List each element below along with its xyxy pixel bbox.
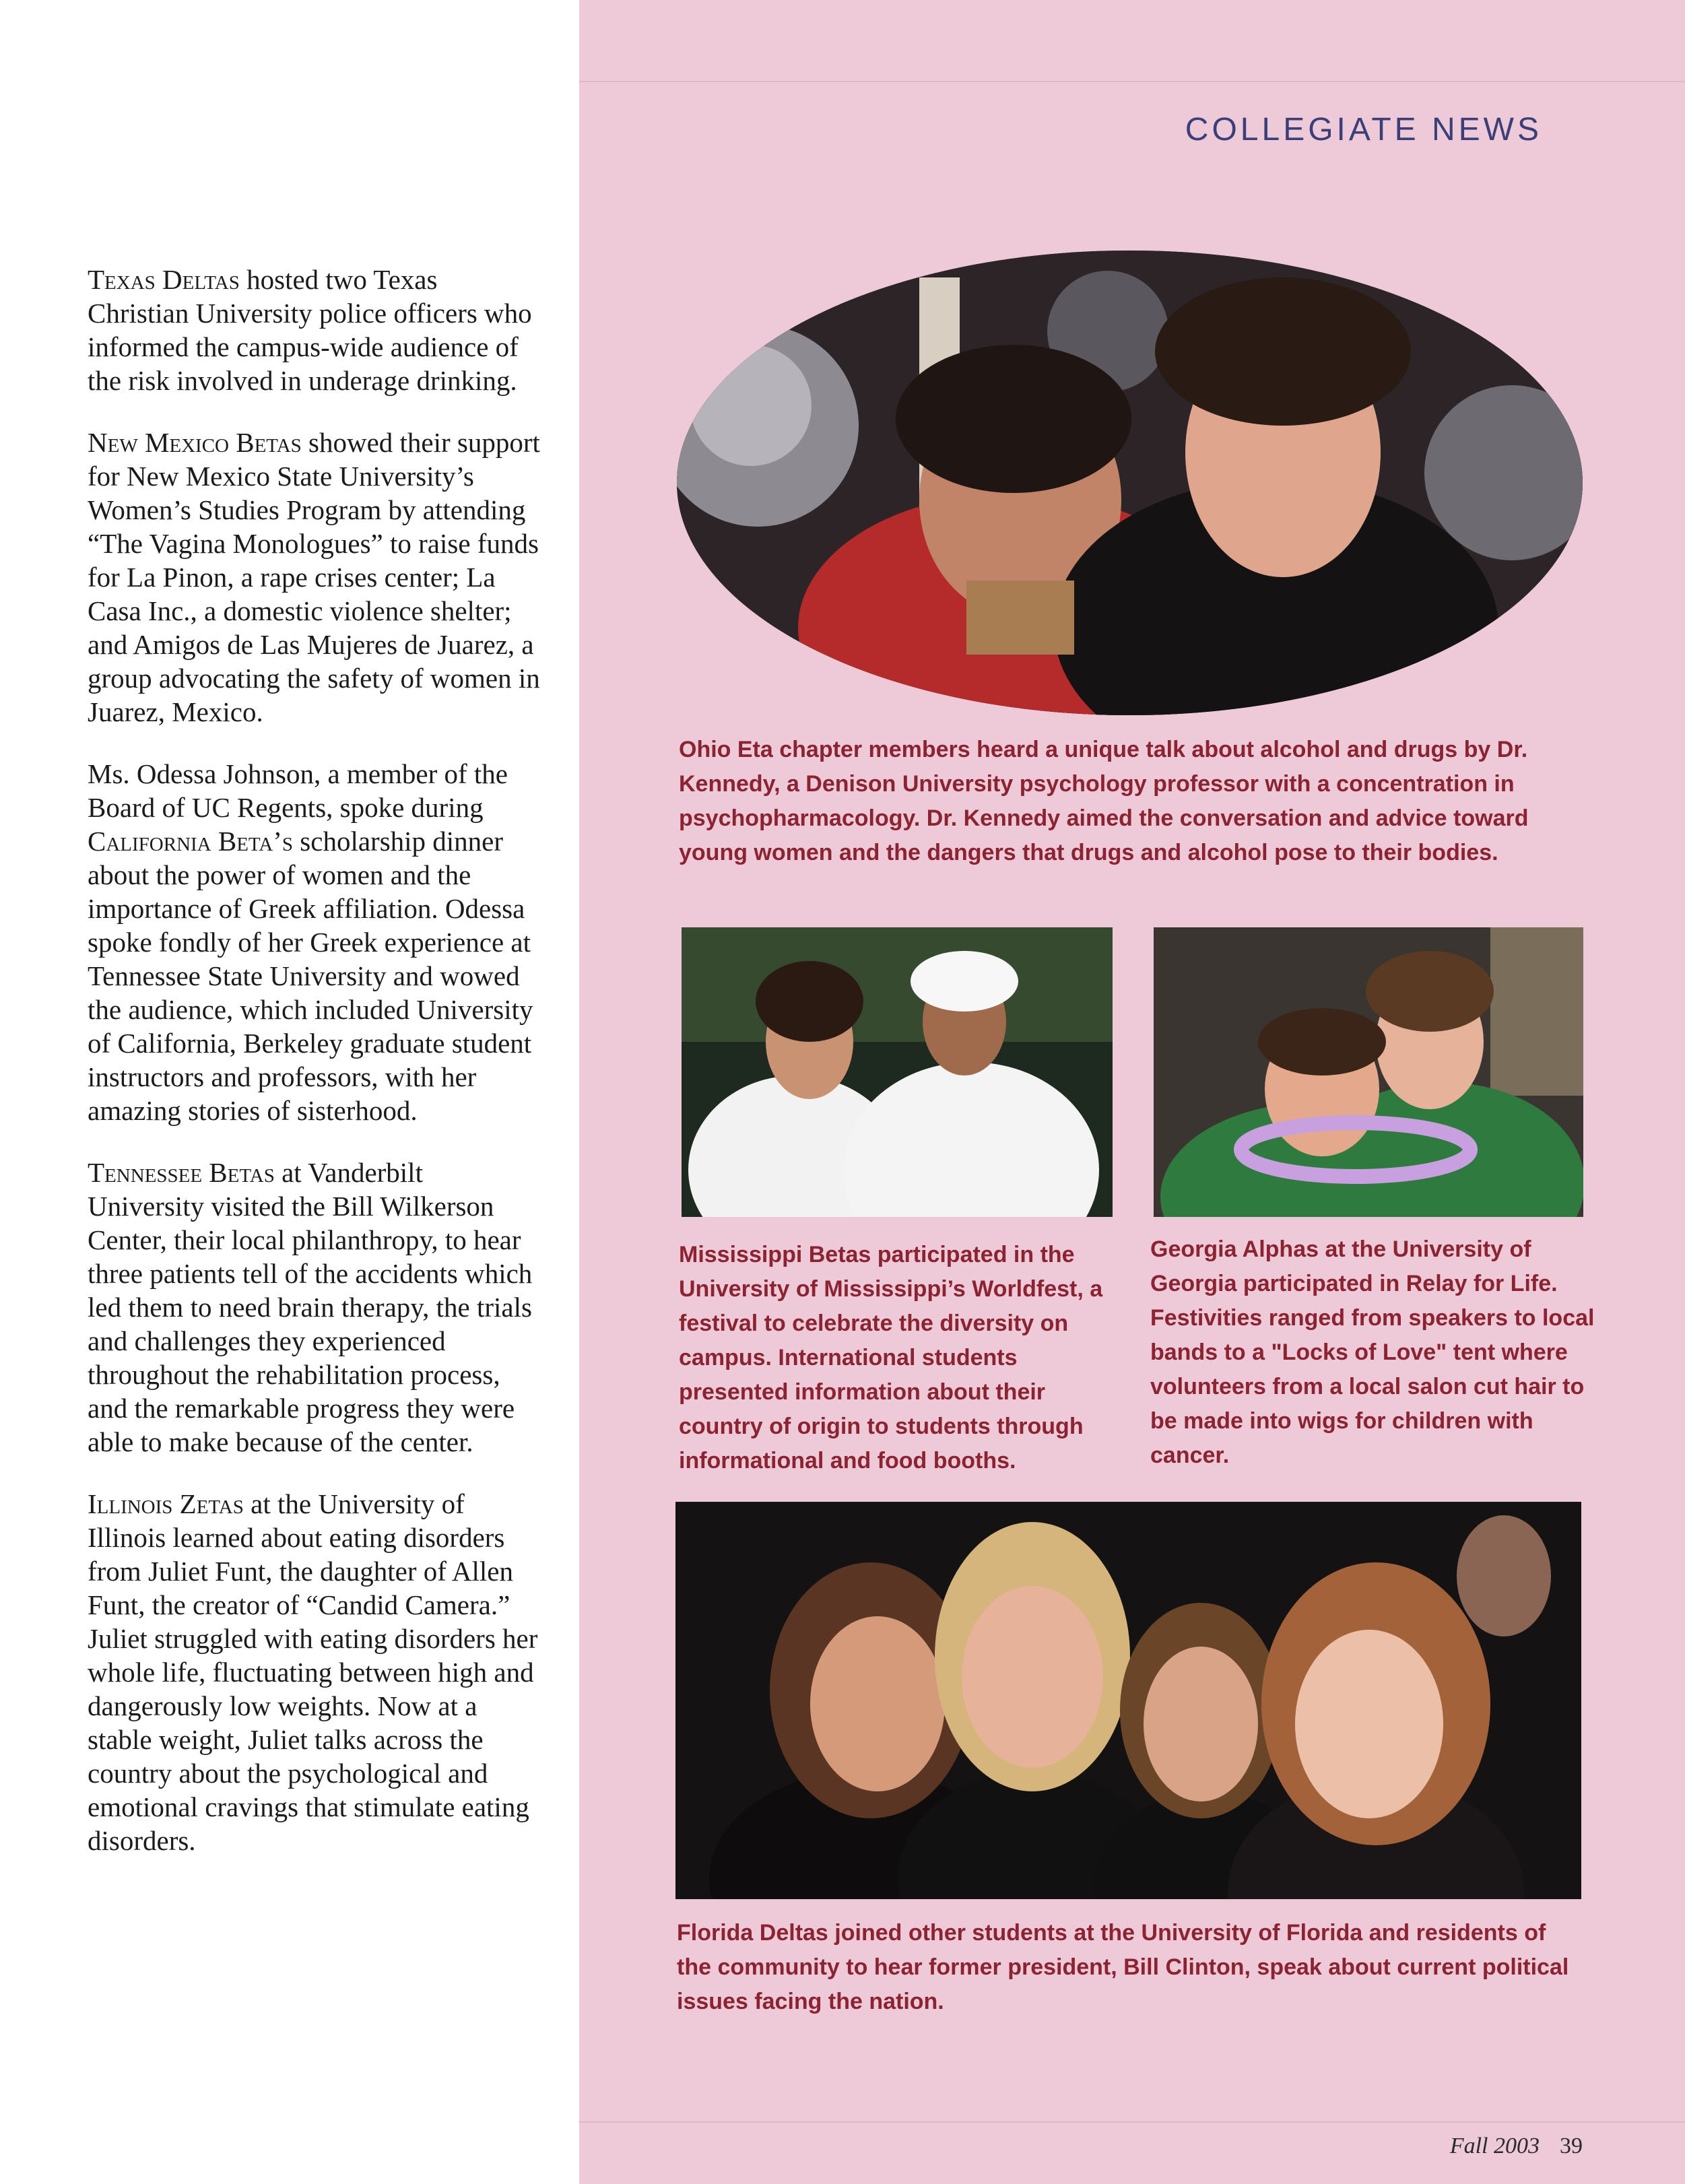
section-title: COLLEGIATE NEWS — [1185, 112, 1542, 147]
florida-deltas-photo — [675, 1502, 1581, 1899]
issue-label: Fall 2003 — [1449, 2133, 1540, 2158]
georgia-alphas-photo — [1154, 927, 1583, 1217]
ohio-eta-photo — [677, 251, 1583, 715]
chapter-name: New Mexico Betas — [88, 427, 302, 458]
article-new-mexico — [88, 426, 546, 729]
footer-rule — [579, 2121, 1685, 2123]
article-body: showed their support for New Mexico State University’s Women’s Studies Program by attending “The Vagina Monologues” to raise funds for La Pinon, a rape crises center; La Casa Inc., a domestic violence shelter; and Amigos de Las Mujeres de Juarez, a group advocating the safety of women in Juarez, Mexico. — [88, 427, 540, 727]
article-tennessee — [88, 1156, 546, 1459]
page-footer — [1360, 2133, 1583, 2159]
ohio-eta-caption: Ohio Eta chapter members heard a unique talk about alcohol and drugs by Dr. Kennedy, a Denison University psychology professor with a concentration in psychopharmacology. Dr. Kennedy aimed the conversation and advice toward young women and the dangers that drugs and alcohol pose to their bodies. — [679, 737, 1529, 865]
header-rule — [579, 81, 1685, 82]
article-texas — [88, 263, 546, 397]
chapter-name: Tennessee Betas — [88, 1157, 275, 1188]
article-illinois — [88, 1487, 546, 1857]
article-column — [88, 263, 546, 1886]
mississippi-betas-caption: Mississippi Betas participated in the University of Mississippi’s Worldfest, a festival to celebrate the diversity on campus. International students presented information about their country of origin to students through informational and food booths. — [679, 1242, 1103, 1474]
article-body: hosted two Texas Christian University police officers who informed the campus-wide audience of the risk involved in underage drinking. — [88, 264, 532, 396]
mississippi-betas-photo — [682, 927, 1113, 1217]
chapter-name: California Beta’s — [88, 826, 294, 857]
article-body: at Vanderbilt University visited the Bill Wilkerson Center, their local philanthropy, to hear three patients tell of the accidents which led them to need brain therapy, the trials and challenges they experienced throughout the rehabilitation process, and the remarkable progress they were able to make because of the center. — [88, 1157, 533, 1457]
article-body: at the University of Illinois learned about eating disorders from Juliet Funt, the daughter of Allen Funt, the creator of “Candid Camera.” Juliet struggled with eating disorders her whole life, fluctuating between high and dangerously low weights. Now at a stable weight, Juliet talks across the country about the psychological and emotional cravings that stimulate eating disorders. — [88, 1488, 538, 1856]
chapter-name: Texas Deltas — [88, 264, 240, 295]
article-california — [88, 757, 546, 1127]
page-number: 39 — [1560, 2133, 1583, 2158]
florida-deltas-caption: Florida Deltas joined other students at the University of Florida and residents of the community to hear former president, Bill Clinton, speak about current political issues facing the nation. — [677, 1920, 1569, 2014]
article-intro: Ms. Odessa Johnson, a member of the Board of UC Regents, spoke during — [88, 758, 508, 823]
georgia-alphas-caption: Georgia Alphas at the University of Georgia participated in Relay for Life. Festivities ranged from speakers to local bands to a "Locks of Love" tent where volunteers from a local salon cut hair to be made into wigs for children with cancer. — [1150, 1236, 1595, 1468]
chapter-name: Illinois Zetas — [88, 1488, 244, 1519]
article-body: scholarship dinner about the power of women and the importance of Greek affiliation. Odessa spoke fondly of her Greek experience at Tennessee State University and wowed the audience, which included University of California, Berkeley graduate student instructors and professors, with her amazing stories of sisterhood. — [88, 826, 533, 1126]
